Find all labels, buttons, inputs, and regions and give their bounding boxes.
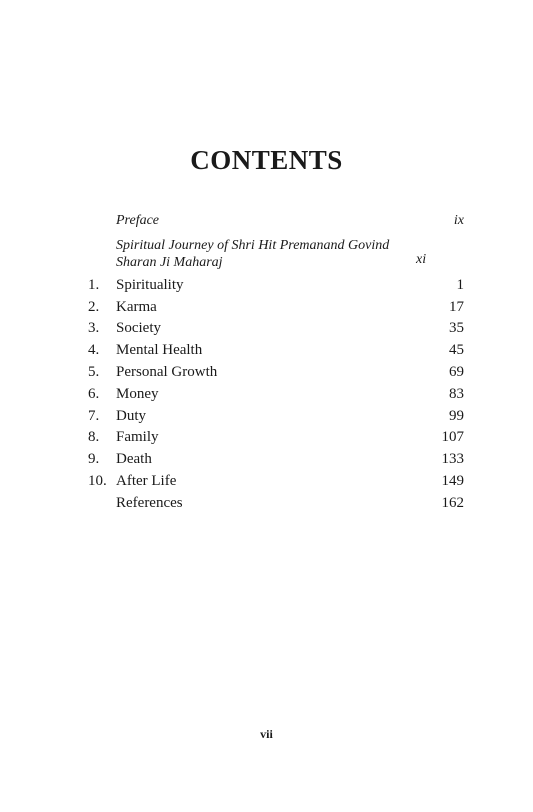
toc-label: Death: [116, 451, 152, 468]
table-of-contents: [88, 210, 464, 515]
toc-entry-preface: [88, 210, 464, 232]
toc-number: 7.: [88, 407, 100, 424]
page-folio: vii: [260, 727, 273, 741]
toc-entry: [88, 427, 464, 449]
toc-label: Money: [116, 385, 159, 402]
toc-number: 4.: [88, 342, 100, 359]
toc-entry: [88, 362, 464, 384]
toc-entry-references: [88, 493, 464, 515]
toc-entry: [88, 406, 464, 428]
toc-label: Spiritual Journey of Shri Hit Premanand Govind Sharan Ji Maharaj: [116, 237, 390, 270]
toc-number: 6.: [88, 385, 100, 402]
toc-label: References: [116, 494, 183, 511]
toc-label: Mental Health: [116, 342, 203, 359]
toc-number: 10.: [88, 472, 107, 489]
toc-page-number: 45: [449, 342, 464, 359]
toc-number: 3.: [88, 320, 100, 337]
toc-page-number: 133: [441, 451, 464, 468]
toc-page-number: 162: [441, 494, 464, 511]
toc-page-number: 83: [449, 385, 464, 402]
toc-entry: [88, 340, 464, 362]
toc-number: 8.: [88, 429, 100, 446]
toc-entry: [88, 275, 464, 297]
toc-label: Society: [116, 320, 161, 337]
toc-page-number: xi: [416, 252, 427, 267]
toc-page-number: 1: [456, 276, 464, 293]
toc-number: 1.: [88, 276, 100, 293]
toc-entry: [88, 471, 464, 493]
toc-label: Spirituality: [116, 276, 184, 293]
toc-page-number: 149: [441, 472, 464, 489]
toc-label: Personal Growth: [116, 363, 218, 380]
toc-page-number: 17: [449, 298, 464, 315]
toc-entry-spiritual-journey: [88, 237, 464, 271]
toc-entry: [88, 318, 464, 340]
toc-label: After Life: [116, 472, 177, 489]
toc-number: 2.: [88, 298, 100, 315]
page-title: CONTENTS: [190, 145, 343, 175]
toc-label: Duty: [116, 407, 146, 424]
toc-page-number: 99: [449, 407, 464, 424]
toc-label: Karma: [116, 298, 157, 315]
toc-page-number: 107: [441, 429, 464, 446]
toc-number: 5.: [88, 363, 100, 380]
toc-page-number: 35: [449, 320, 464, 337]
toc-entry: [88, 297, 464, 319]
toc-entry: [88, 384, 464, 406]
toc-number: 9.: [88, 451, 100, 468]
toc-label: Preface: [116, 213, 160, 228]
toc-page-number: 69: [449, 363, 464, 380]
toc-label: Family: [116, 429, 159, 446]
toc-entry: [88, 449, 464, 471]
toc-page-number: ix: [453, 213, 464, 228]
